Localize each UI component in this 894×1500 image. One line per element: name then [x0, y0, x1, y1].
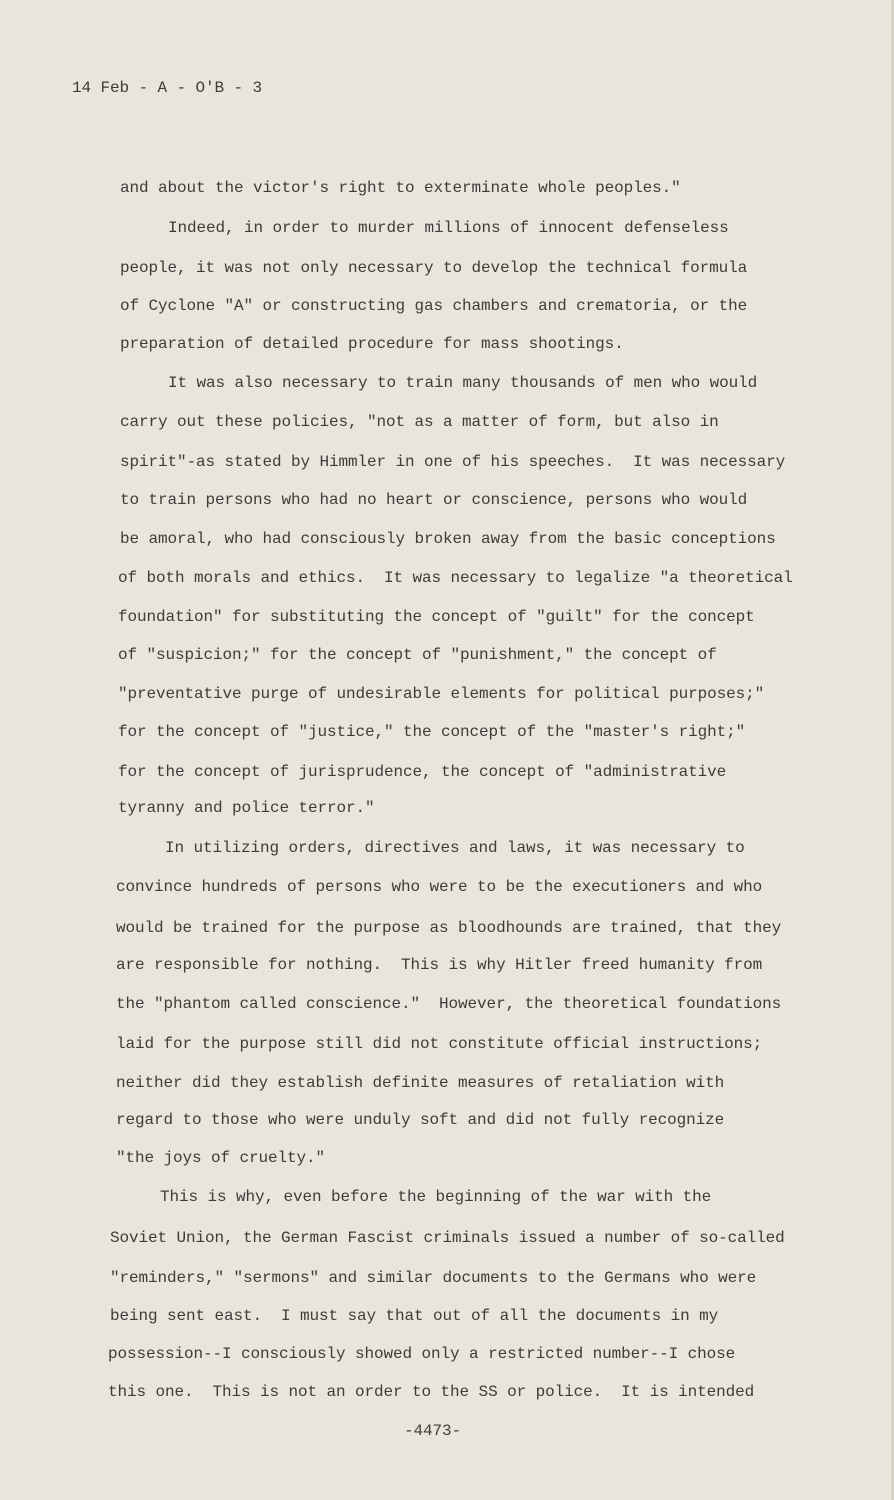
- text-line: neither did they establish definite measures of retaliation with: [116, 1074, 725, 1092]
- text-line: are responsible for nothing. This is why Hitler freed humanity from: [116, 956, 763, 974]
- text-line: for the concept of jurisprudence, the concept of "administrative: [118, 763, 727, 781]
- text-line: regard to those who were unduly soft and did not fully recognize: [116, 1111, 725, 1129]
- page-number: -4473-: [404, 1422, 462, 1440]
- text-line: the "phantom called conscience." However, the theoretical foundations: [116, 995, 782, 1013]
- text-line: Indeed, in order to murder millions of innocent defenseless: [168, 219, 729, 237]
- text-line: and about the victor's right to exterminate whole peoples.": [120, 179, 681, 197]
- text-line: carry out these policies, "not as a matter of form, but also in: [120, 413, 719, 431]
- text-line: being sent east. I must say that out of all the documents in my: [110, 1307, 719, 1325]
- text-line: It was also necessary to train many thousands of men who would: [168, 374, 758, 392]
- text-line: "reminders," "sermons" and similar documents to the Germans who were: [110, 1269, 757, 1287]
- text-line: possession--I consciously showed only a restricted number--I chose: [108, 1345, 736, 1363]
- text-line: would be trained for the purpose as bloodhounds are trained, that they: [116, 919, 782, 937]
- text-line: preparation of detailed procedure for mass shootings.: [120, 335, 624, 353]
- text-line: of "suspicion;" for the concept of "punishment," the concept of: [118, 646, 717, 664]
- text-line: tyranny and police terror.": [118, 799, 375, 817]
- text-line: This is why, even before the beginning of the war with the: [160, 1188, 712, 1206]
- text-line: laid for the purpose still did not constitute official instructions;: [116, 1035, 763, 1053]
- page-header-reference: 14 Feb - A - O'B - 3: [72, 79, 263, 97]
- text-line: convince hundreds of persons who were to be the executioners and who: [116, 878, 763, 896]
- text-line: foundation" for substituting the concept of "guilt" for the concept: [118, 608, 755, 626]
- text-line: In utilizing orders, directives and laws, it was necessary to: [165, 839, 745, 857]
- text-line: Soviet Union, the German Fascist criminals issued a number of so-called: [110, 1229, 785, 1247]
- text-line: "the joys of cruelty.": [116, 1149, 326, 1167]
- text-line: spirit"-as stated by Himmler in one of his speeches. It was necessary: [120, 453, 786, 471]
- text-line: of Cyclone "A" or constructing gas chambers and crematoria, or the: [120, 297, 748, 315]
- text-line: of both morals and ethics. It was necessary to legalize "a theoretical: [118, 569, 793, 587]
- text-line: "preventative purge of undesirable elements for political purposes;": [118, 685, 765, 703]
- text-line: to train persons who had no heart or conscience, persons who would: [120, 491, 748, 509]
- text-line: for the concept of "justice," the concept of the "master's right;": [118, 723, 746, 741]
- text-line: be amoral, who had consciously broken away from the basic conceptions: [120, 530, 776, 548]
- text-line: this one. This is not an order to the SS or police. It is intended: [108, 1383, 755, 1401]
- text-line: people, it was not only necessary to develop the technical formula: [120, 259, 748, 277]
